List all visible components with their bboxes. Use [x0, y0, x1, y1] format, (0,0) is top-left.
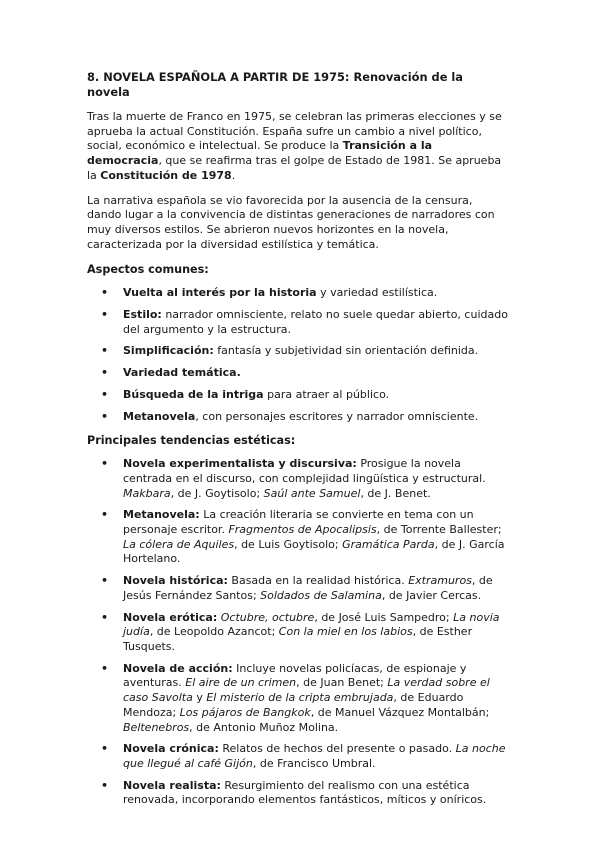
book-title: Los pájaros de Bangkok: [179, 705, 311, 719]
list-item: [87, 366, 509, 381]
item-term: Variedad temática.: [123, 366, 241, 380]
item-text: , de Torrente Ballester;: [376, 523, 502, 537]
item-term: Simplificación:: [123, 344, 214, 358]
item-term: Novela experimentalista y discursiva:: [123, 457, 357, 471]
bullet-icon: •: [101, 508, 109, 522]
item-term: Metanovela:: [123, 508, 200, 522]
book-title: El aire de un crimen: [185, 676, 297, 690]
aspectos-heading: Aspectos comunes:: [87, 263, 209, 277]
item-text: , de Manuel Vázquez Montalbán;: [310, 705, 490, 719]
list-item: [87, 286, 509, 301]
item-term: Novela realista:: [123, 778, 221, 792]
list-item: [87, 508, 509, 567]
bullet-icon: •: [101, 409, 109, 423]
list-item: [87, 742, 509, 771]
item-text: La creación literaria se convierte en tema con un personaje escritor.: [123, 508, 474, 537]
item-text: , de Eduardo Mendoza;: [123, 691, 464, 719]
tendencias-list: [87, 457, 509, 808]
list-item: [87, 388, 509, 403]
list-item: [87, 779, 509, 808]
book-title: Soldados de Salamina: [260, 588, 382, 602]
intro-paragraph: [87, 110, 509, 184]
intro-text: .: [231, 168, 236, 182]
item-text: , de Javier Cercas.: [381, 588, 482, 602]
document-title: 8. NOVELA ESPAÑOLA A PARTIR DE 1975: Renovación de la novela: [87, 70, 463, 99]
item-text: Basada en la realidad histórica.: [227, 574, 409, 588]
tendencias-heading: Principales tendencias estéticas:: [87, 434, 296, 448]
narrativa-paragraph: La narrativa española se vio favorecida por la ausencia de la censura, dando lugar a la convivencia de distintas generaciones de narradores con muy diversos estilos. Se abrieron nuevos horizontes en la novela, caracterizada por la diversidad estilística y temática.: [87, 193, 495, 251]
list-item: [87, 410, 509, 425]
item-text: , de Antonio Muñoz Molina.: [189, 720, 339, 734]
item-text: , de J. Goytisolo;: [170, 486, 264, 500]
book-title: Gramática Parda: [342, 537, 435, 551]
book-title: Makbara: [123, 486, 171, 500]
intro-bold-constitucion: Constitución de 1978: [100, 168, 232, 182]
bullet-icon: •: [101, 610, 109, 624]
item-text: , de Francisco Umbral.: [252, 756, 376, 770]
book-title: Beltenebros: [123, 720, 190, 734]
bullet-icon: •: [101, 742, 109, 756]
list-item: [87, 344, 509, 359]
item-text: , de Jesús Fernández Santos;: [123, 574, 493, 602]
bullet-icon: •: [101, 344, 109, 358]
book-title: El misterio de la cripta embrujada: [206, 691, 394, 705]
item-text: , de J. García Hortelano.: [123, 537, 505, 566]
book-title: Fragmentos de Apocalipsis: [228, 523, 377, 537]
list-item: [87, 662, 509, 736]
bullet-icon: •: [101, 661, 109, 675]
book-title: La cólera de Aquiles: [123, 537, 235, 551]
book-title: La novia judía: [123, 610, 500, 639]
bullet-icon: •: [101, 308, 109, 322]
item-text: y variedad estilística.: [316, 286, 438, 300]
item-term: Estilo:: [123, 308, 162, 322]
list-item: [87, 611, 509, 655]
book-title: Octubre, octubre: [220, 610, 315, 624]
item-text: y: [192, 691, 207, 705]
item-text: , de Luis Goytisolo;: [234, 537, 343, 551]
book-title: La verdad sobre el caso Savolta: [123, 676, 490, 705]
intro-text: , que se reafirma tras el golpe de Estado de 1981. Se aprueba la: [87, 154, 502, 182]
book-title: Extramuros: [408, 574, 472, 588]
bullet-icon: •: [101, 574, 109, 588]
item-term: Novela de acción:: [123, 661, 233, 675]
book-title: Saúl ante Samuel: [263, 486, 361, 500]
item-text: Incluye novelas policíacas, de espionaje y aventuras.: [123, 661, 467, 690]
book-title: La noche que llegué al café Gijón: [123, 742, 506, 770]
item-text: , de Juan Benet;: [296, 676, 388, 690]
intro-bold-transicion: Transición a la democracia: [87, 139, 433, 168]
item-text: , de Leopoldo Azancot;: [149, 625, 279, 639]
bullet-icon: •: [101, 286, 109, 300]
aspectos-list: [87, 286, 509, 424]
list-item: [87, 457, 509, 501]
item-term: Novela histórica:: [123, 574, 228, 588]
bullet-icon: •: [101, 457, 109, 471]
item-text: , de Esther Tusquets.: [123, 625, 473, 653]
book-title: Con la miel en los labios: [278, 625, 413, 639]
item-text: Resurgimiento del realismo con una estética renovada, incorporando elementos fantásticos, míticos y oníricos.: [123, 778, 487, 807]
list-item: [87, 574, 509, 603]
bullet-icon: •: [101, 366, 109, 380]
item-text: narrador omnisciente, relato no suele quedar abierto, cuidado del argumento y la estructura.: [123, 308, 508, 336]
item-term: Vuelta al interés por la historia: [123, 286, 317, 300]
item-text: fantasía y subjetividad sin orientación definida.: [213, 344, 479, 358]
item-term: Metanovela: [123, 409, 196, 423]
item-text: , de José Luis Sampedro;: [314, 610, 454, 624]
item-text: para atraer al público.: [263, 387, 390, 401]
bullet-icon: •: [101, 387, 109, 401]
item-term: Novela erótica:: [123, 610, 218, 624]
item-text: , de J. Benet.: [360, 486, 431, 500]
item-text: Relatos de hechos del presente o pasado.: [218, 742, 456, 756]
intro-text: Tras la muerte de Franco en 1975, se celebran las primeras elecciones y se aprueba la actual Constitución. España sufre un cambio a nivel político, social, económico e intelectual. Se produce la: [87, 110, 502, 153]
item-term: Novela crónica:: [123, 742, 219, 756]
bullet-icon: •: [101, 778, 109, 792]
list-item: [87, 308, 509, 337]
item-term: Búsqueda de la intriga: [123, 387, 264, 401]
item-text: , con personajes escritores y narrador omnisciente.: [195, 409, 479, 423]
item-text: Prosigue la novela centrada en el discurso, con complejidad lingüística y estructural.: [123, 457, 486, 485]
